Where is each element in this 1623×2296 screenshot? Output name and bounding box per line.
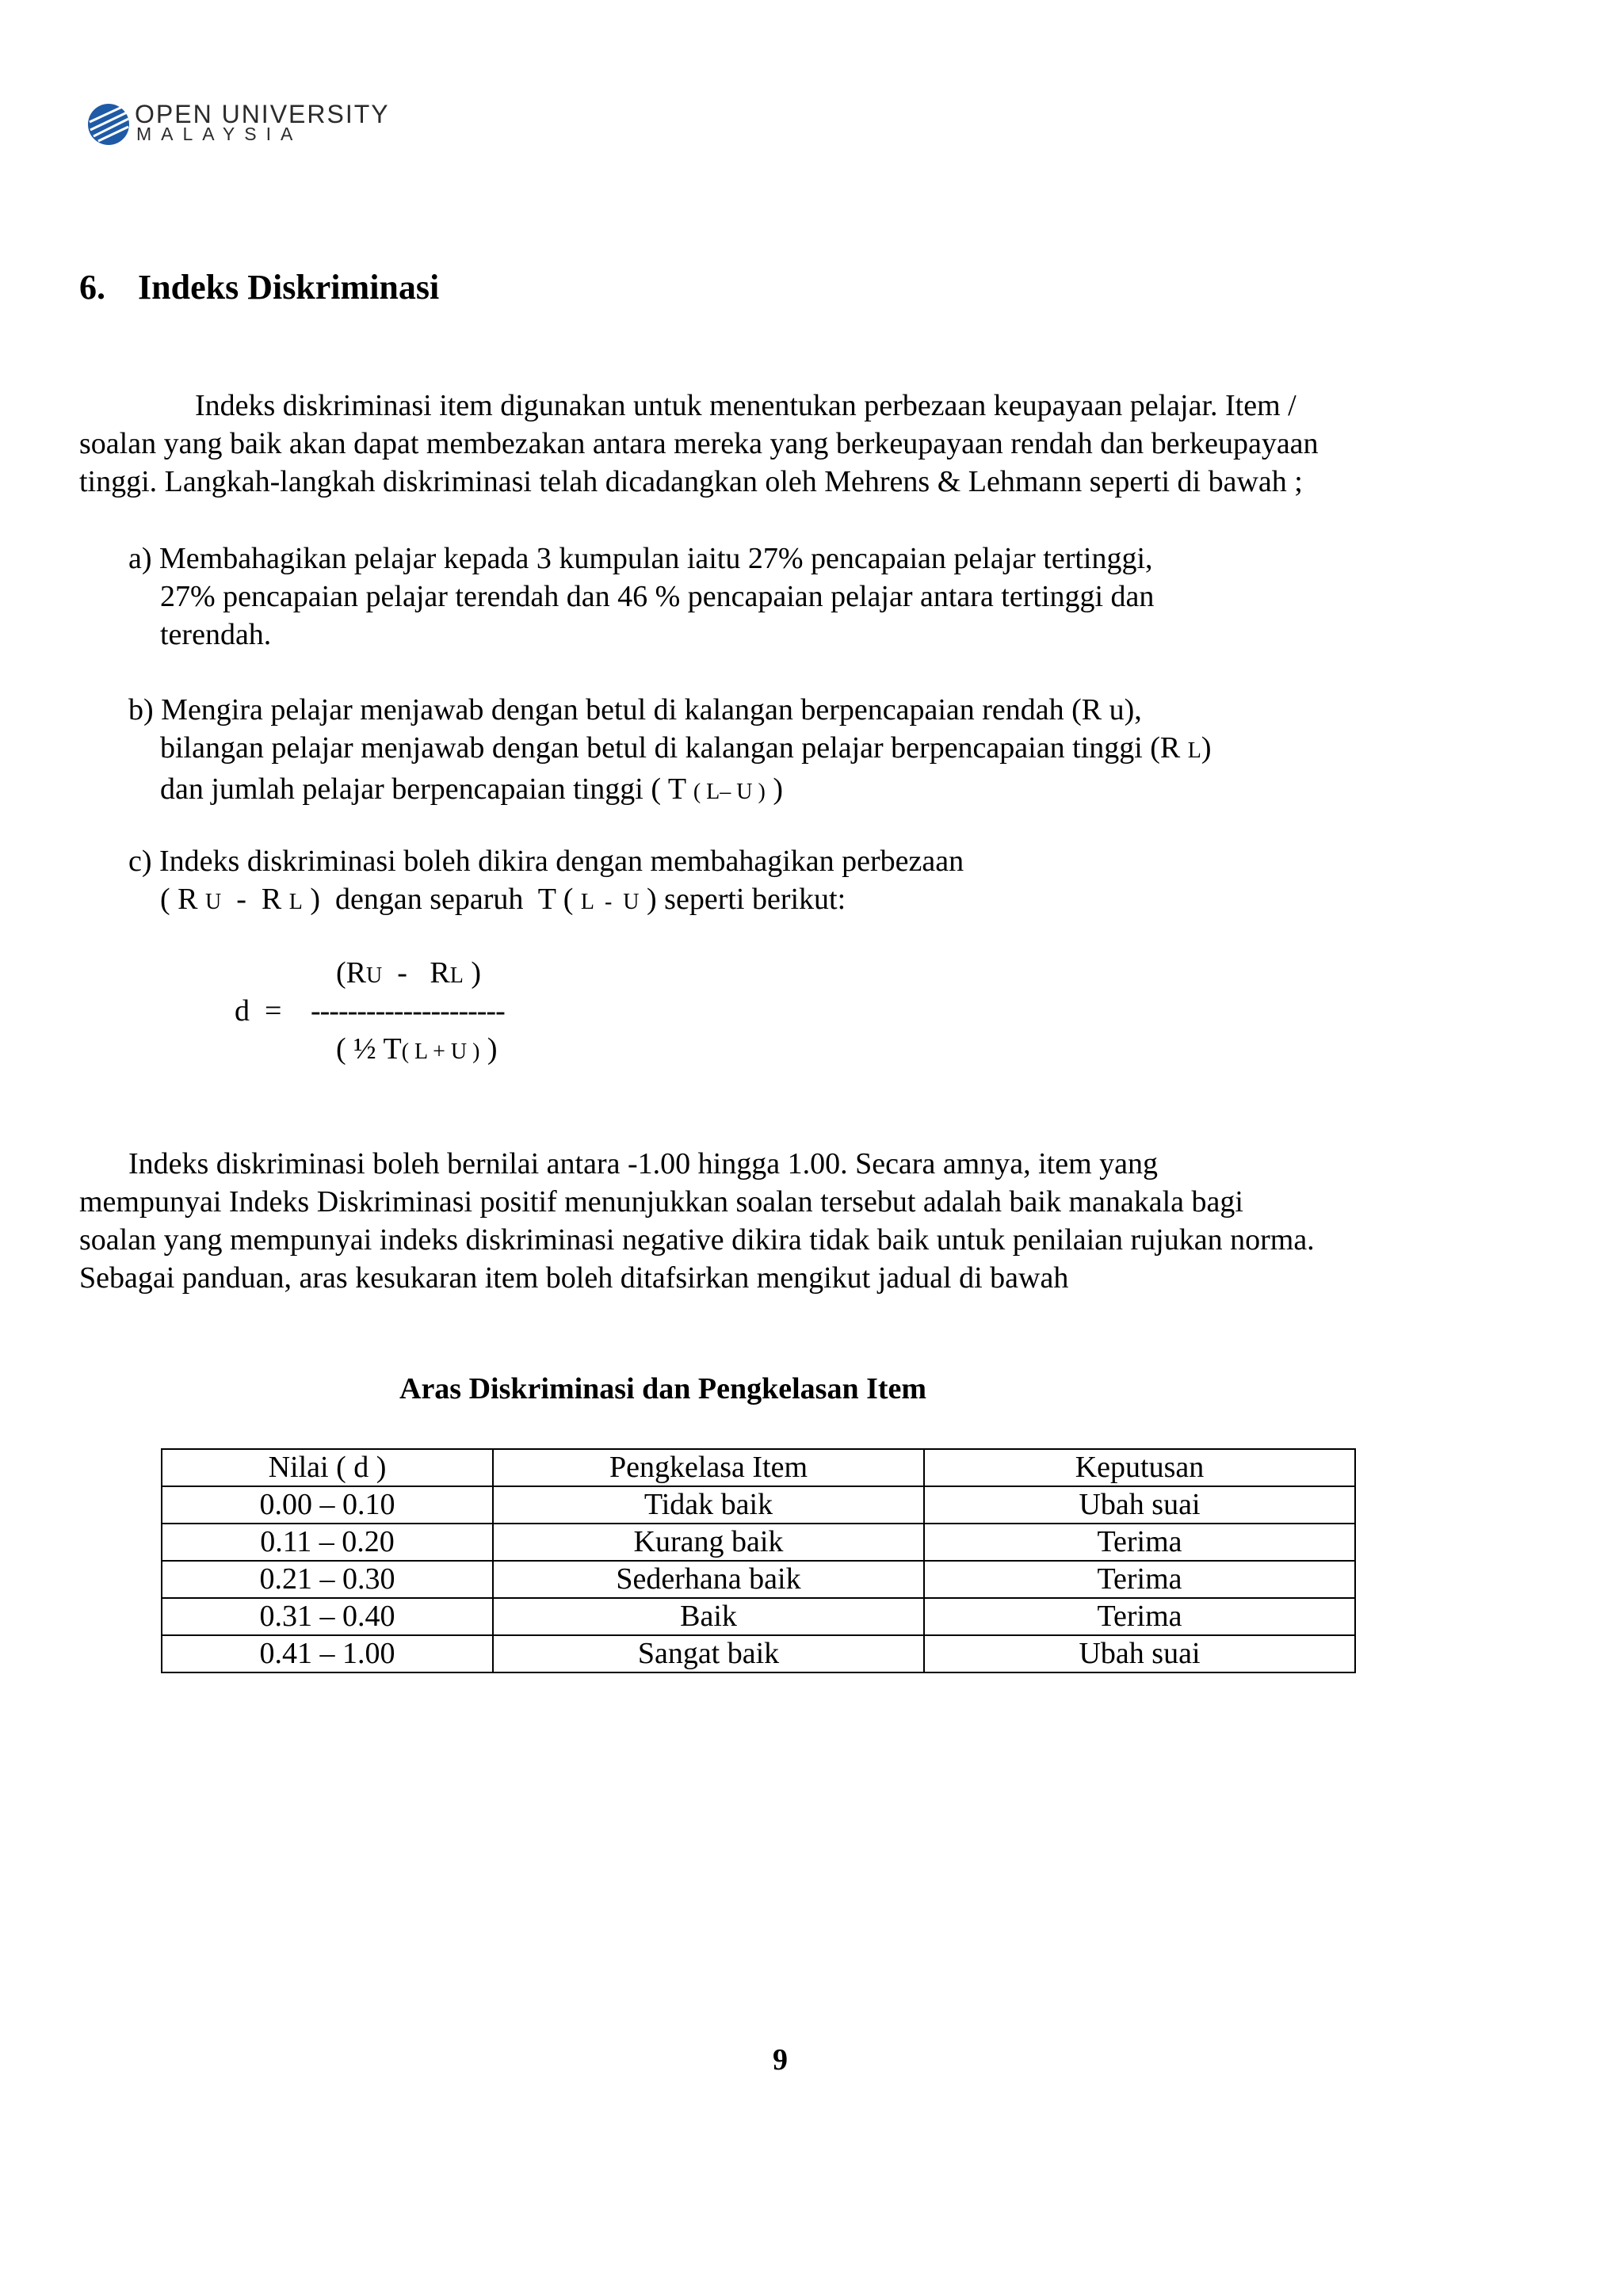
- step-item-c: [128, 842, 964, 921]
- formula-lhs: d =: [235, 994, 282, 1028]
- table-cell: 0.11 – 0.20: [162, 1524, 493, 1561]
- table-row: [162, 1561, 1355, 1598]
- para2-line: soalan yang mempunyai indeks diskriminasi negative dikira tidak baik untuk penilaian rujukan norma.: [79, 1223, 1315, 1257]
- table-header-row: [162, 1449, 1355, 1486]
- intro-paragraph: [79, 387, 1522, 501]
- item-a-line1: a) Membahagikan pelajar kepada 3 kumpulan iaitu 27% pencapaian pelajar tertinggi,: [128, 542, 1153, 575]
- section-number: 6.: [79, 268, 105, 307]
- table-cell: Ubah suai: [924, 1486, 1355, 1524]
- para2-line: Indeks diskriminasi boleh bernilai antara -1.00 hingga 1.00. Secara amnya, item yang: [128, 1147, 1159, 1180]
- header-cell: Keputusan: [924, 1449, 1355, 1486]
- discrimination-formula: [235, 954, 567, 1073]
- item-c-line1: c) Indeks diskriminasi boleh dikira dengan membahagikan perbezaan: [128, 845, 964, 878]
- item-b-line3: dan jumlah pelajar berpencapaian tinggi ( T ( L– U ) ): [160, 772, 783, 806]
- table-cell: Kurang baik: [493, 1524, 924, 1561]
- section-heading: [79, 267, 439, 307]
- formula-numerator: (RU - RL ): [336, 956, 481, 990]
- table-cell: Terima: [924, 1524, 1355, 1561]
- item-b-line1: b) Mengira pelajar menjawab dengan betul di kalangan berpencapaian rendah (R u),: [128, 693, 1142, 727]
- table-cell: Terima: [924, 1598, 1355, 1635]
- item-a-line2: 27% pencapaian pelajar terendah dan 46 % pencapaian pelajar antara tertinggi dan: [160, 580, 1155, 613]
- page-number: 9: [773, 2043, 788, 2077]
- step-item-b: [128, 691, 1212, 811]
- logo-line2: MALAYSIA: [136, 124, 303, 144]
- item-b-line2: bilangan pelajar menjawab dengan betul di kalangan pelajar berpencapaian tinggi (R L): [160, 731, 1212, 765]
- globe-logo-icon: [87, 103, 130, 146]
- table-row: [162, 1598, 1355, 1635]
- table-cell: Baik: [493, 1598, 924, 1635]
- intro-line: Indeks diskriminasi item digunakan untuk menentukan perbezaan keupayaan pelajar. Item /: [195, 389, 1296, 422]
- table-cell: Ubah suai: [924, 1635, 1355, 1672]
- table-cell: Sederhana baik: [493, 1561, 924, 1598]
- logo-line1: OPEN UNIVERSITY: [135, 100, 390, 128]
- table-row: [162, 1635, 1355, 1672]
- section-title: Indeks Diskriminasi: [138, 268, 440, 307]
- table-cell: Sangat baik: [493, 1635, 924, 1672]
- step-item-a: [128, 540, 1154, 654]
- item-a-line3: terendah.: [160, 618, 272, 651]
- header-cell: Pengkelasa Item: [493, 1449, 924, 1486]
- table-cell: 0.41 – 1.00: [162, 1635, 493, 1672]
- header-cell: Nilai ( d ): [162, 1449, 493, 1486]
- para2-line: mempunyai Indeks Diskriminasi positif menunjukkan soalan tersebut adalah baik manakala bagi: [79, 1185, 1243, 1219]
- para2-line: Sebagai panduan, aras kesukaran item boleh ditafsirkan mengikut jadual di bawah: [79, 1261, 1069, 1295]
- university-logo: [82, 100, 415, 147]
- formula-denominator: ( ½ T( L + U ) ): [336, 1032, 498, 1066]
- item-c-line2: ( R U - R L ) dengan separuh T ( L - U ) seperti berikut:: [160, 883, 846, 916]
- classification-table: [161, 1448, 1356, 1673]
- table-title: Aras Diskriminasi dan Pengkelasan Item: [399, 1372, 927, 1405]
- table-cell: 0.21 – 0.30: [162, 1561, 493, 1598]
- table-cell: Tidak baik: [493, 1486, 924, 1524]
- table-row: [162, 1486, 1355, 1524]
- intro-line: soalan yang baik akan dapat membezakan antara mereka yang berkeupayaan rendah dan berkeupayaan: [79, 427, 1319, 460]
- explanation-paragraph: [79, 1145, 1522, 1297]
- table-cell: Terima: [924, 1561, 1355, 1598]
- table-cell: 0.00 – 0.10: [162, 1486, 493, 1524]
- formula-divider: ---------------------: [311, 994, 505, 1028]
- intro-line: tinggi. Langkah-langkah diskriminasi telah dicadangkan oleh Mehrens & Lehmann seperti di bawah ;: [79, 465, 1303, 498]
- table-row: [162, 1524, 1355, 1561]
- table-cell: 0.31 – 0.40: [162, 1598, 493, 1635]
